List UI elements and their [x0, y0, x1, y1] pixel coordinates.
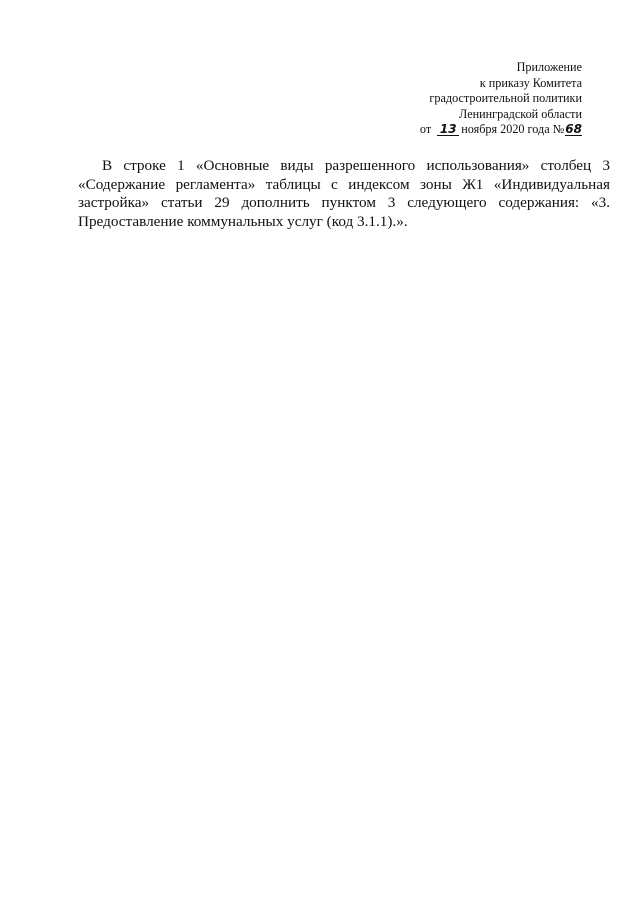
- appendix-region: Ленинградской области: [459, 106, 582, 121]
- date-month-year: ноября 2020 года №: [461, 122, 565, 137]
- appendix-order-reference: к приказу Комитета: [479, 75, 582, 90]
- handwritten-order-number: 68: [565, 122, 582, 137]
- amendment-paragraph: В строке 1 «Основные виды разрешенного использования» столбец 3 «Содержание регламента» таблицы с индексом зоны Ж1 «Индивидуальная застройка» статьи 29 дополнить пунктом 3 следующего содержания: «3. Предоставление коммунальных услуг (код 3.1.1).».: [78, 157, 610, 230]
- appendix-header: [282, 60, 582, 138]
- appendix-committee-name: градостроительной политики: [429, 91, 582, 106]
- appendix-date-line: [282, 122, 582, 138]
- date-prefix: от: [419, 122, 432, 137]
- handwritten-day: 13: [437, 123, 459, 136]
- appendix-title: Приложение: [516, 60, 582, 74]
